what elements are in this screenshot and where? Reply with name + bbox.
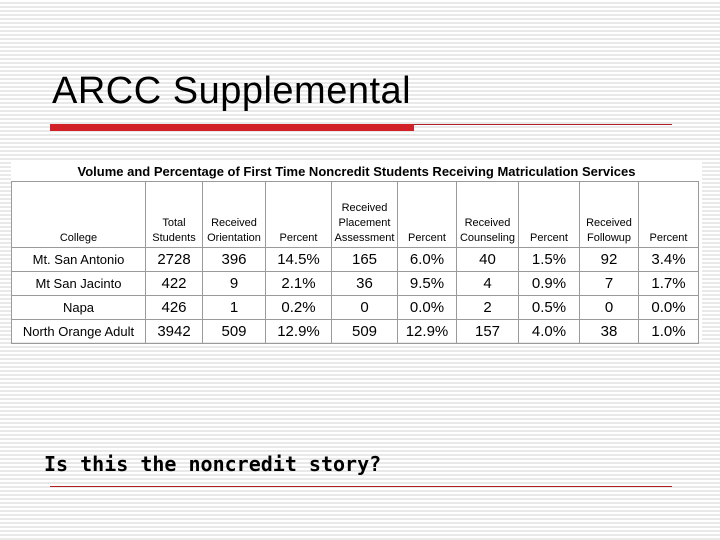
table-row [12,296,699,320]
table-cell: 7 [580,272,639,296]
table-cell: 2728 [146,248,203,272]
table-cell: 0.2% [266,296,332,320]
table-row [12,320,699,344]
column-header-line: Percent [408,232,446,244]
column-header [146,182,203,248]
table-cell: 92 [580,248,639,272]
table-cell: 1.7% [639,272,699,296]
table-cell: 14.5% [266,248,332,272]
table-cell: 396 [203,248,266,272]
column-header-line: Counseling [459,232,516,244]
table-cell: 36 [332,272,398,296]
column-header [332,182,398,248]
table-cell: 1.5% [519,248,580,272]
column-header [457,182,519,248]
table-cell: 4.0% [519,320,580,344]
table-title: Volume and Percentage of First Time Noncredit Students Receiving Matriculation Services [77,164,636,179]
column-header-line: Received [464,217,511,229]
table-cell: 6.0% [398,248,457,272]
column-header-line: Percent [530,232,568,244]
table-cell: 4 [457,272,519,296]
data-table [11,181,699,344]
table-cell: 2.1% [266,272,332,296]
college-name-cell: Mt. San Antonio [12,248,146,272]
table-cell: 40 [457,248,519,272]
column-header [203,182,266,248]
column-header-line: Orientation [207,232,261,244]
column-header-line: Placement [338,217,391,229]
table-cell: 0 [332,296,398,320]
footer-question: Is this the noncredit story? [44,452,382,476]
column-header-line: College [59,232,98,244]
table-cell: 0 [580,296,639,320]
table-cell: 1.0% [639,320,699,344]
table-cell: 509 [203,320,266,344]
column-header [639,182,699,248]
table-cell: 426 [146,296,203,320]
table-cell: 509 [332,320,398,344]
column-header-line: Assessment [334,232,395,244]
column-header [12,182,146,248]
table-cell: 422 [146,272,203,296]
footer-divider-line [50,486,672,487]
table-cell: 0.0% [639,296,699,320]
column-header [519,182,580,248]
table-cell: 0.0% [398,296,457,320]
column-header [266,182,332,248]
table-cell: 157 [457,320,519,344]
column-header [580,182,639,248]
column-header-line: Percent [279,232,318,244]
college-name-cell: Mt San Jacinto [12,272,146,296]
column-header-line: Followup [586,232,632,244]
table-cell: 1 [203,296,266,320]
college-name-cell: North Orange Adult [12,320,146,344]
table-cell: 12.9% [398,320,457,344]
table-cell: 3942 [146,320,203,344]
column-header-line: Students [152,232,196,244]
table-cell: 9.5% [398,272,457,296]
table-cell: 3.4% [639,248,699,272]
column-header-line: Received [211,217,257,229]
column-header-line: Percent [649,232,688,244]
column-header-line: Received [341,202,388,214]
table-row [12,248,699,272]
title-accent-bar [50,124,414,131]
table-row [12,272,699,296]
table-cell: 38 [580,320,639,344]
table-cell: 0.9% [519,272,580,296]
column-header [398,182,457,248]
college-name-cell: Napa [12,296,146,320]
table-container [11,160,702,340]
column-header-line: Total [162,217,186,229]
column-header-line: Received [586,217,632,229]
table-cell: 0.5% [519,296,580,320]
slide-title: ARCC Supplemental [52,70,412,112]
table-cell: 165 [332,248,398,272]
table-cell: 12.9% [266,320,332,344]
table-header-row [12,182,699,248]
title-divider-line [414,124,672,125]
table-cell: 9 [203,272,266,296]
table-cell: 2 [457,296,519,320]
